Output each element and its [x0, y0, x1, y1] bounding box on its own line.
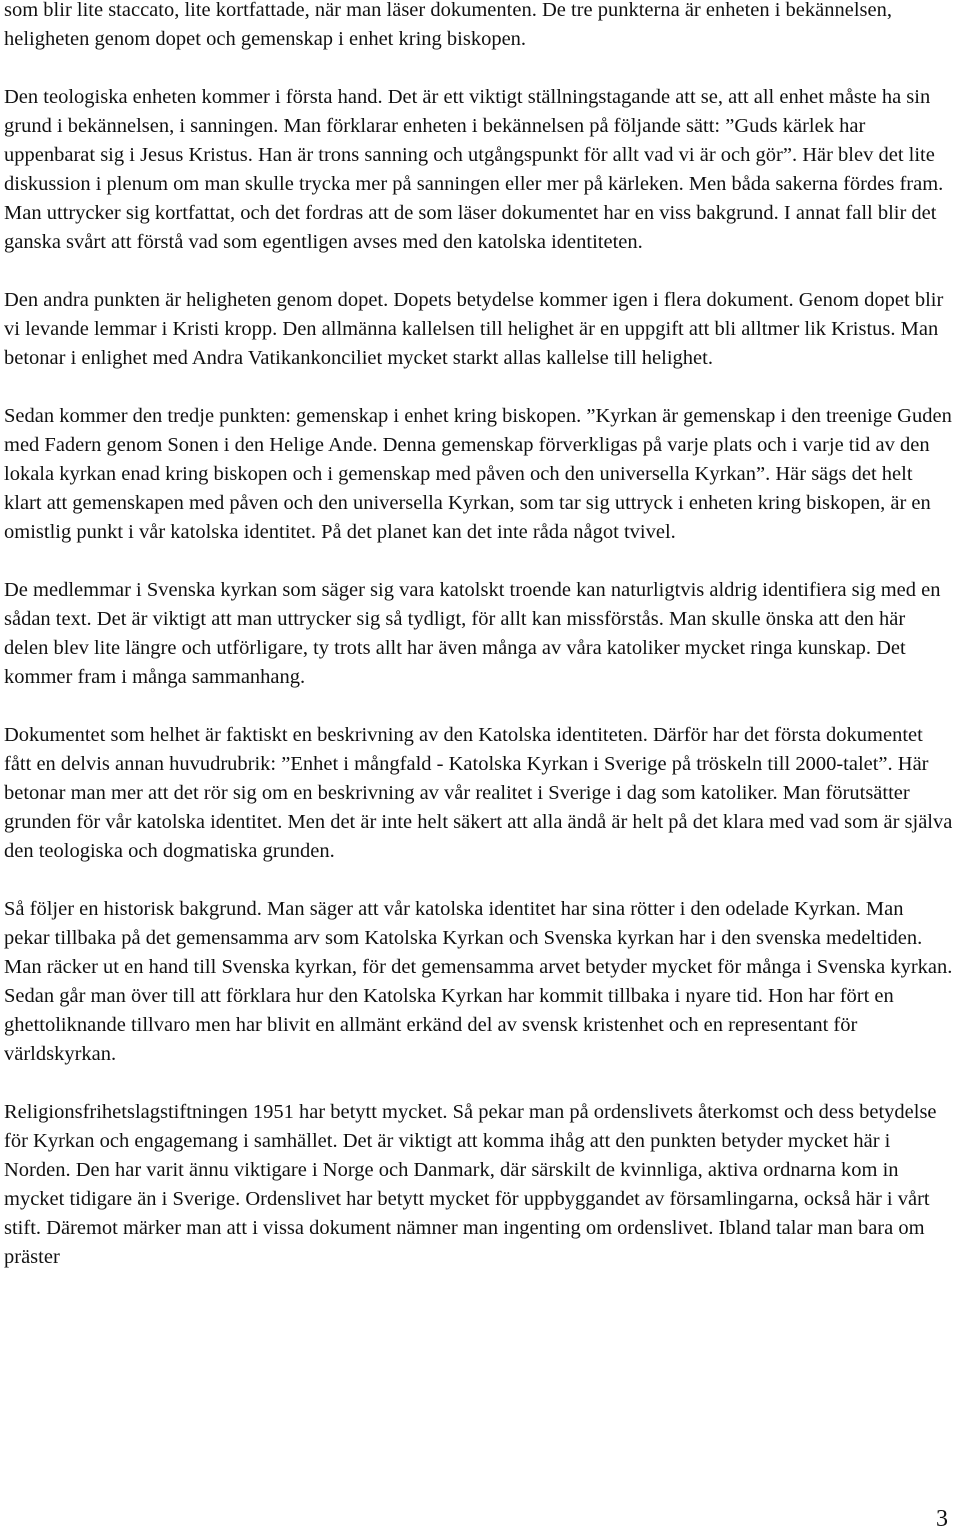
page-number: 3 — [936, 1506, 948, 1532]
paragraph-1: som blir lite staccato, lite kortfattade, när man läser dokumenten. De tre punkterna är enheten i bekännelsen, heligheten genom dopet och gemenskap i enhet kring biskopen. — [4, 0, 892, 50]
paragraph-2: Den teologiska enheten kommer i första hand. Det är ett viktigt ställningstagande att se, att all enhet måste ha sin grund i bekännelsen, i sanningen. Man förklarar enheten i bekännelsen på följande sätt: ”Guds kärlek har uppenbarat sig i Jesus Kristus. Han är trons sanning och utgångspunkt för allt vad vi är och gör”. Här blev det lite diskussion i plenum om man skulle trycka mer på sanningen eller mer på kärleken. Men båda sakerna fördes fram. Man uttrycker sig kortfattat, och det fordras att de som läser dokumentet har en viss bakgrund. I annat fall blir det ganska svårt att förstå vad som egentligen avses med den katolska identiteten. — [4, 86, 944, 253]
paragraph-3: Den andra punkten är heligheten genom dopet. Dopets betydelse kommer igen i flera dokument. Genom dopet blir vi levande lemmar i Kristi kropp. Den allmänna kallelsen till helighet är en uppgift att bli alltmer lik Kristus. Man betonar i enlighet med Andra Vatikankonciliet mycket starkt allas kallelse till helighet. — [4, 289, 944, 369]
document-page — [4, 0, 954, 1272]
paragraph-8: Religionsfrihetslagstiftningen 1951 har betytt mycket. Så pekar man på ordenslivets återkomst och dess betydelse för Kyrkan och engagemang i samhället. Det är viktigt att komma ihåg att den punkten betyder mycket här i Norden. Den har varit ännu viktigare i Norge och Danmark, där särskilt de kvinnliga, aktiva ordnarna kom in mycket tidigare än i Sverige. Ordenslivet har betytt mycket för uppbyggandet av församlingarna, också här i vårt stift. Däremot märker man att i vissa dokument nämner man ingenting om ordenslivet. Ibland talar man bara om präster — [4, 1101, 937, 1268]
paragraph-5: De medlemmar i Svenska kyrkan som säger sig vara katolskt troende kan naturligtvis aldrig identifiera sig med en sådan text. Det är viktigt att man uttrycker sig så tydligt, för allt kan missförstås. Man skulle önska att den här delen blev lite längre och utförligare, ty trots allt har även många av våra katoliker mycket ringa kunskap. Det kommer fram i många sammanhang. — [4, 579, 941, 688]
paragraph-7: Så följer en historisk bakgrund. Man säger att vår katolska identitet har sina rötter i den odelade Kyrkan. Man pekar tillbaka på det gemensamma arv som Katolska Kyrkan och Svenska kyrkan har i den svenska medeltiden. Man räcker ut en hand till Svenska kyrkan, för det gemensamma arvet betyder mycket för många i Svenska kyrkan. Sedan går man över till att förklara hur den Katolska Kyrkan har kommit tillbaka i nyare tid. Hon har fört en ghettoliknande tillvaro men har blivit en allmänt erkänd del av svensk kristenhet och en representant för världskyrkan. — [4, 898, 953, 1065]
paragraph-6: Dokumentet som helhet är faktiskt en beskrivning av den Katolska identiteten. Därför har det första dokumentet fått en delvis annan huvudrubrik: ”Enhet i mångfald - Katolska Kyrkan i Sverige på tröskeln till 2000-talet”. Här betonar man mer att det rör sig om en beskrivning av vår realitet i Sverige i dag som katoliker. Man förutsätter grunden för vår katolska identitet. Men det är inte helt säkert att alla ändå är helt på det klara med vad som är själva den teologiska och dogmatiska grunden. — [4, 724, 953, 862]
paragraph-4: Sedan kommer den tredje punkten: gemenskap i enhet kring biskopen. ”Kyrkan är gemenskap i den treenige Guden med Fadern genom Sonen i den Helige Ande. Denna gemenskap förverkligas på varje plats och i varje tid av den lokala kyrkan enad kring biskopen och i gemenskap med påven och den universella Kyrkan”. Här sägs det helt klart att gemenskapen med påven och den universella Kyrkan, som tar sig uttryck i enheten kring biskopen, är en omistlig punkt i vår katolska identitet. På det planet kan det inte råda något tvivel. — [4, 405, 952, 543]
